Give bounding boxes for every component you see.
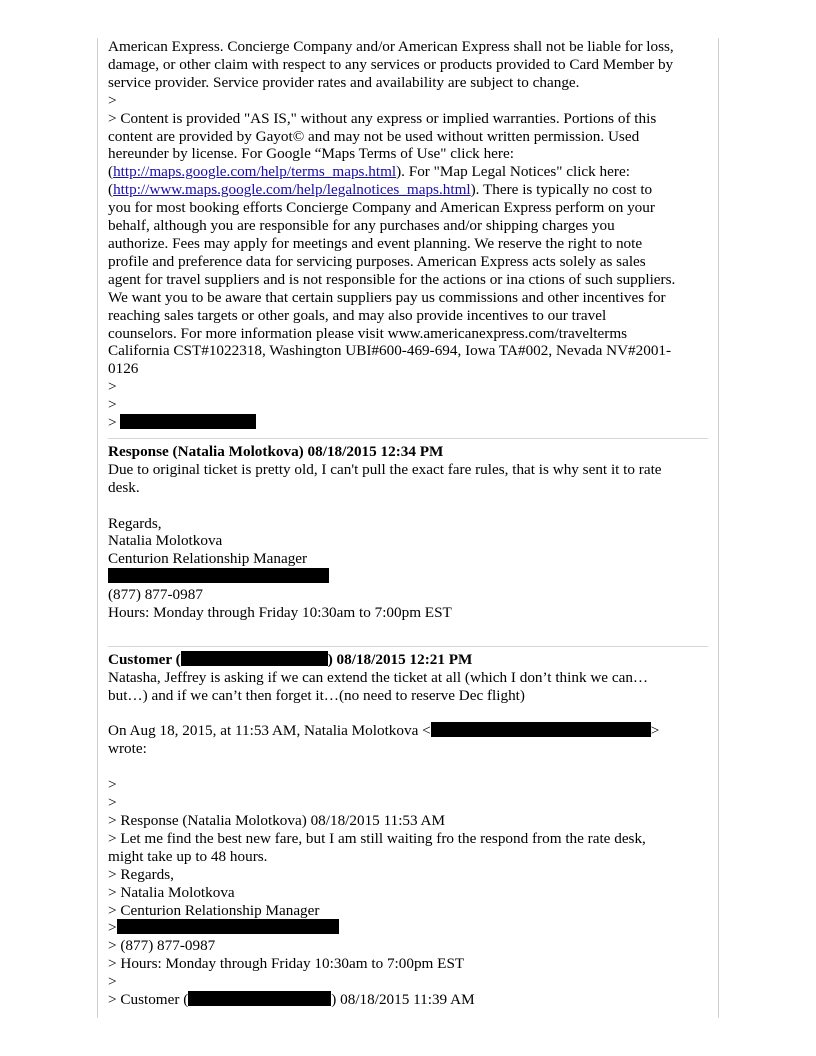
blank-line <box>108 497 708 515</box>
signature-title: Centurion Relationship Manager <box>108 550 308 568</box>
blank-line <box>108 758 708 776</box>
redaction-bar <box>188 991 331 1006</box>
quote-marker-text: > <box>108 919 117 937</box>
signature-phone: (877) 877-0987 <box>108 586 203 604</box>
paren-open: ( <box>108 181 114 199</box>
disclaimer-line: counselors. For more information please visit www.americanexpress.com/travelterms <box>108 324 628 342</box>
redaction-bar <box>120 414 256 429</box>
quoted-title: > Centurion Relationship Manager <box>108 901 320 919</box>
redaction-bar <box>117 919 339 934</box>
header-text: ) 08/18/2015 12:21 PM <box>327 650 473 668</box>
blank-line <box>108 705 708 723</box>
quote-marker: > <box>108 378 117 396</box>
message-body-line: Due to original ticket is pretty old, I can't pull the exact fare rules, that is why sent it to rate <box>108 460 662 478</box>
disclaimer-line: content are provided by Gayot© and may not be used without written permission. Used <box>108 127 640 145</box>
quoted-text: > Customer ( <box>108 991 189 1009</box>
page-border-right <box>718 38 719 1018</box>
quoted-regards: > Regards, <box>108 865 174 883</box>
signature-hours: Hours: Monday through Friday 10:30am to 7:00pm EST <box>108 604 452 622</box>
response-message <box>108 443 708 622</box>
quote-marker <box>108 414 708 432</box>
customer-message <box>108 651 708 1009</box>
disclaimer-line: reaching sales targets or other goals, and may also provide incentives to our travel <box>108 306 607 324</box>
quote-marker: > <box>108 794 117 812</box>
message-header <box>108 651 708 669</box>
signature-name: Natalia Molotkova <box>108 532 223 550</box>
quote-marker: > <box>108 776 117 794</box>
disclaimer-line: profile and preference data for servicing purposes. American Express acts solely as sales <box>108 252 646 270</box>
disclaimer-line: We want you to be aware that certain suppliers pay us commissions and other incentives for <box>108 288 666 306</box>
quote-marker: > <box>108 91 117 109</box>
signature-regards: Regards, <box>108 514 162 532</box>
disclaimer-block <box>108 38 708 432</box>
quoted-body-line: might take up to 48 hours. <box>108 847 268 865</box>
disclaimer-line: damage, or other claim with respect to any services or products provided to Card Member by <box>108 55 674 73</box>
message-separator <box>108 438 708 439</box>
email-thread <box>108 38 708 1009</box>
header-text: Customer ( <box>108 650 181 668</box>
blank-line <box>108 622 708 640</box>
quoted-header: > Response (Natalia Molotkova) 08/18/2015 11:53 AM <box>108 812 446 829</box>
message-separator <box>108 646 708 647</box>
disclaimer-line: agent for travel suppliers and is not responsible for the actions or ina ctions of such suppliers. <box>108 270 676 288</box>
page-border-left <box>97 38 98 1018</box>
message-header: Response (Natalia Molotkova) 08/18/2015 12:34 PM <box>108 442 444 460</box>
disclaimer-line: behalf, although you are responsible for any purchases and/or shipping charges you <box>108 217 615 235</box>
quoted-hours: > Hours: Monday through Friday 10:30am to 7:00pm EST <box>108 955 465 973</box>
disclaimer-line: hereunder by license. For Google “Maps Terms of Use" click here: <box>108 145 514 163</box>
disclaimer-line: California CST#1022318, Washington UBI#600-469-694, Iowa TA#002, Nevada NV#2001- <box>108 342 672 360</box>
redaction-bar <box>108 568 329 583</box>
message-body-line: but…) and if we can’t then forget it…(no need to reserve Dec flight) <box>108 686 525 704</box>
disclaimer-text: ). There is typically no cost to <box>470 181 653 199</box>
quoted-text: ) 08/18/2015 11:39 AM <box>331 991 475 1009</box>
wrote-line <box>108 722 708 740</box>
quoted-redacted-line <box>108 919 708 937</box>
disclaimer-line: you for most booking efforts Concierge Company and American Express perform on your <box>108 199 655 217</box>
signature-redacted-line <box>108 568 708 586</box>
wrote-line: wrote: <box>108 740 147 758</box>
legal-notices-link[interactable]: http://www.maps.google.com/help/legalnotices_maps.html <box>113 181 471 199</box>
quoted-name: > Natalia Molotkova <box>108 883 235 901</box>
disclaimer-line: service provider. Service provider rates and availability are subject to change. <box>108 73 580 91</box>
quote-marker: > <box>108 396 117 414</box>
paren-open: ( <box>108 163 114 181</box>
maps-terms-link[interactable]: http://maps.google.com/help/terms_maps.html <box>113 163 397 181</box>
redaction-bar <box>431 722 651 737</box>
disclaimer-line <box>108 181 708 199</box>
message-body-line: desk. <box>108 478 140 496</box>
disclaimer-line: > Content is provided "AS IS," without any express or implied warranties. Portions of this <box>108 109 657 127</box>
disclaimer-line: American Express. Concierge Company and/or American Express shall not be liable for loss, <box>108 38 674 55</box>
quoted-body-line: > Let me find the best new fare, but I am still waiting fro the respond from the rate desk, <box>108 829 646 847</box>
quote-marker: > <box>108 973 117 991</box>
quoted-phone: > (877) 877-0987 <box>108 937 216 955</box>
quoted-customer-header <box>108 991 708 1009</box>
quote-marker-text: > <box>108 414 117 432</box>
message-body-line: Natasha, Jeffrey is asking if we can extend the ticket at all (which I don’t think we can… <box>108 668 649 686</box>
wrote-text: On Aug 18, 2015, at 11:53 AM, Natalia Molotkova < <box>108 722 431 740</box>
disclaimer-line: 0126 <box>108 360 139 378</box>
disclaimer-line <box>108 163 708 181</box>
redaction-bar <box>181 651 328 666</box>
wrote-text: > <box>650 722 660 740</box>
disclaimer-line: authorize. Fees may apply for meetings and event planning. We reserve the right to note <box>108 234 643 252</box>
disclaimer-text: ). For "Map Legal Notices" click here: <box>396 163 630 181</box>
